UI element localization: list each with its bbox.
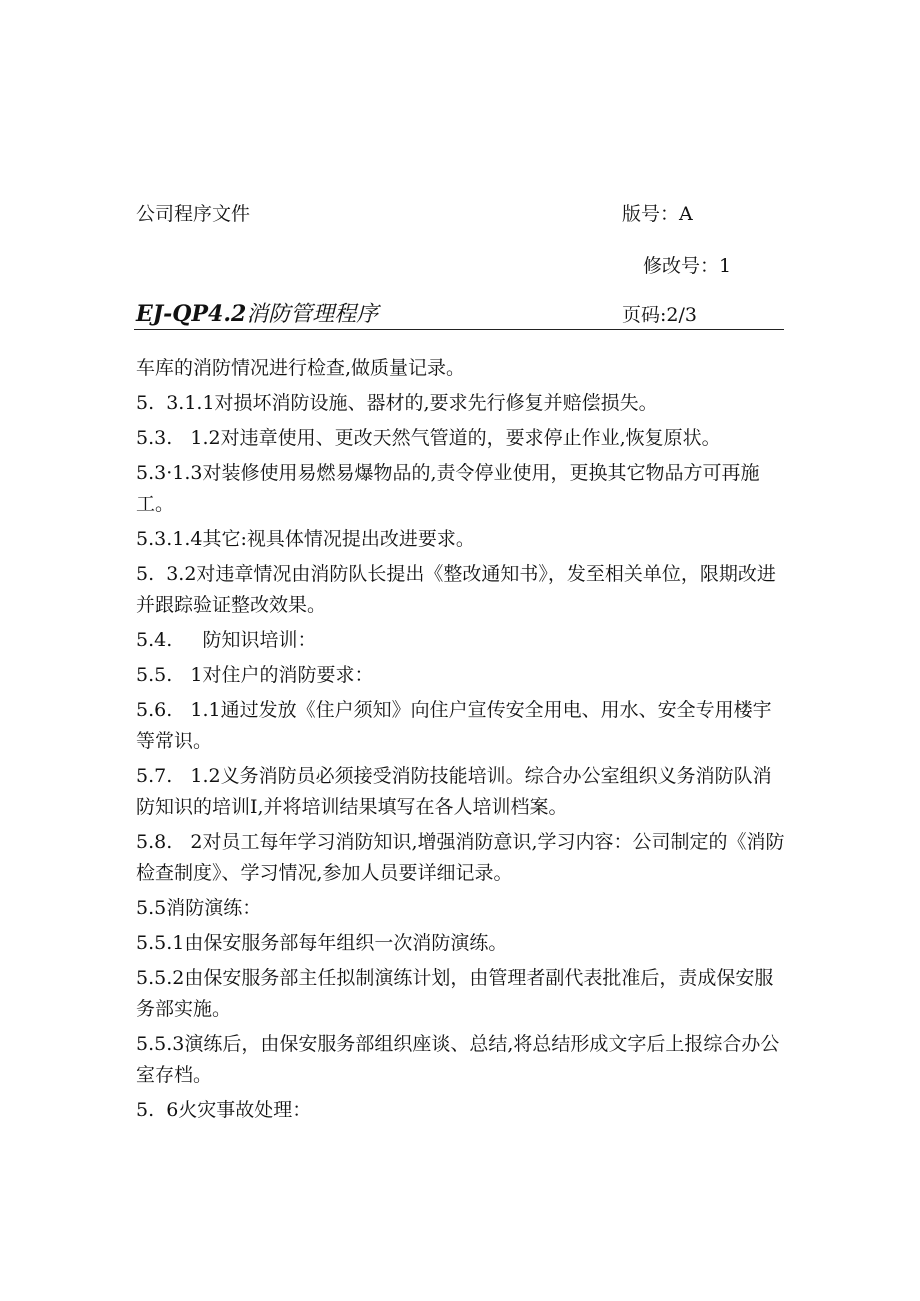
version-label: 版号：A <box>622 203 693 225</box>
company-doc-label: 公司程序文件 <box>136 203 251 225</box>
paragraph: 车库的消防情况进行检查,做质量记录。 <box>136 357 466 379</box>
paragraph: 5.5.3演练后，由保安服务部组织座谈、总结,将总结形成文字后上报综合办公室存档。 <box>136 1033 780 1086</box>
paragraph: 5.5.2由保安服务部主任拟制演练计划，由管理者副代表批准后，责成保安服务部实施。 <box>136 967 774 1020</box>
paragraph: 5.5消防演练： <box>136 897 262 919</box>
paragraph: 5.5. 1对住户的消防要求： <box>136 664 374 686</box>
paragraph: 5. 6火灾事故处理： <box>136 1099 312 1121</box>
paragraph: 5.3.1.4其它:视具体情况提出改进要求。 <box>136 528 475 550</box>
paragraph: 5.3. 1.2对违章使用、更改天然气管道的，要求停止作业,恢复原状。 <box>136 427 721 449</box>
paragraph: 5.3·1.3对装修使用易燃易爆物品的,责令停业使用，更换其它物品方可再施工。 <box>136 462 760 515</box>
page-number: 页码:2/3 <box>622 304 697 326</box>
paragraph: 5.8. 2对员工每年学习消防知识,增强消防意识,学习内容：公司制定的《消防检查制度》、学习情况,参加人员要详细记录。 <box>136 831 785 884</box>
document-code: EJ-QP4.2 <box>136 301 247 327</box>
document-body <box>136 353 786 1130</box>
document-name: 消防管理程序 <box>246 302 379 327</box>
paragraph: 5.6. 1.1通过发放《住户须知》向住户宣传安全用电、用水、安全专用楼宇等常识。 <box>136 699 772 752</box>
header-divider <box>134 329 784 330</box>
paragraph: 5.5.1由保安服务部每年组织一次消防演练。 <box>136 932 508 954</box>
paragraph: 5. 3.1.1对损坏消防设施、器材的,要求先行修复并赔偿损失。 <box>136 392 658 414</box>
document-title <box>136 300 378 329</box>
revision-label: 修改号：1 <box>643 255 732 277</box>
paragraph: 5.7. 1.2义务消防员必须接受消防技能培训。综合办公室组织义务消防队消防知识的培训I,并将培训结果填写在各人培训档案。 <box>136 765 772 818</box>
paragraph: 5. 3.2对违章情况由消防队长提出《整改通知书》，发至相关单位，限期改进并跟踪验证整改效果。 <box>136 563 776 616</box>
paragraph: 5.4. 防知识培训： <box>136 629 317 651</box>
